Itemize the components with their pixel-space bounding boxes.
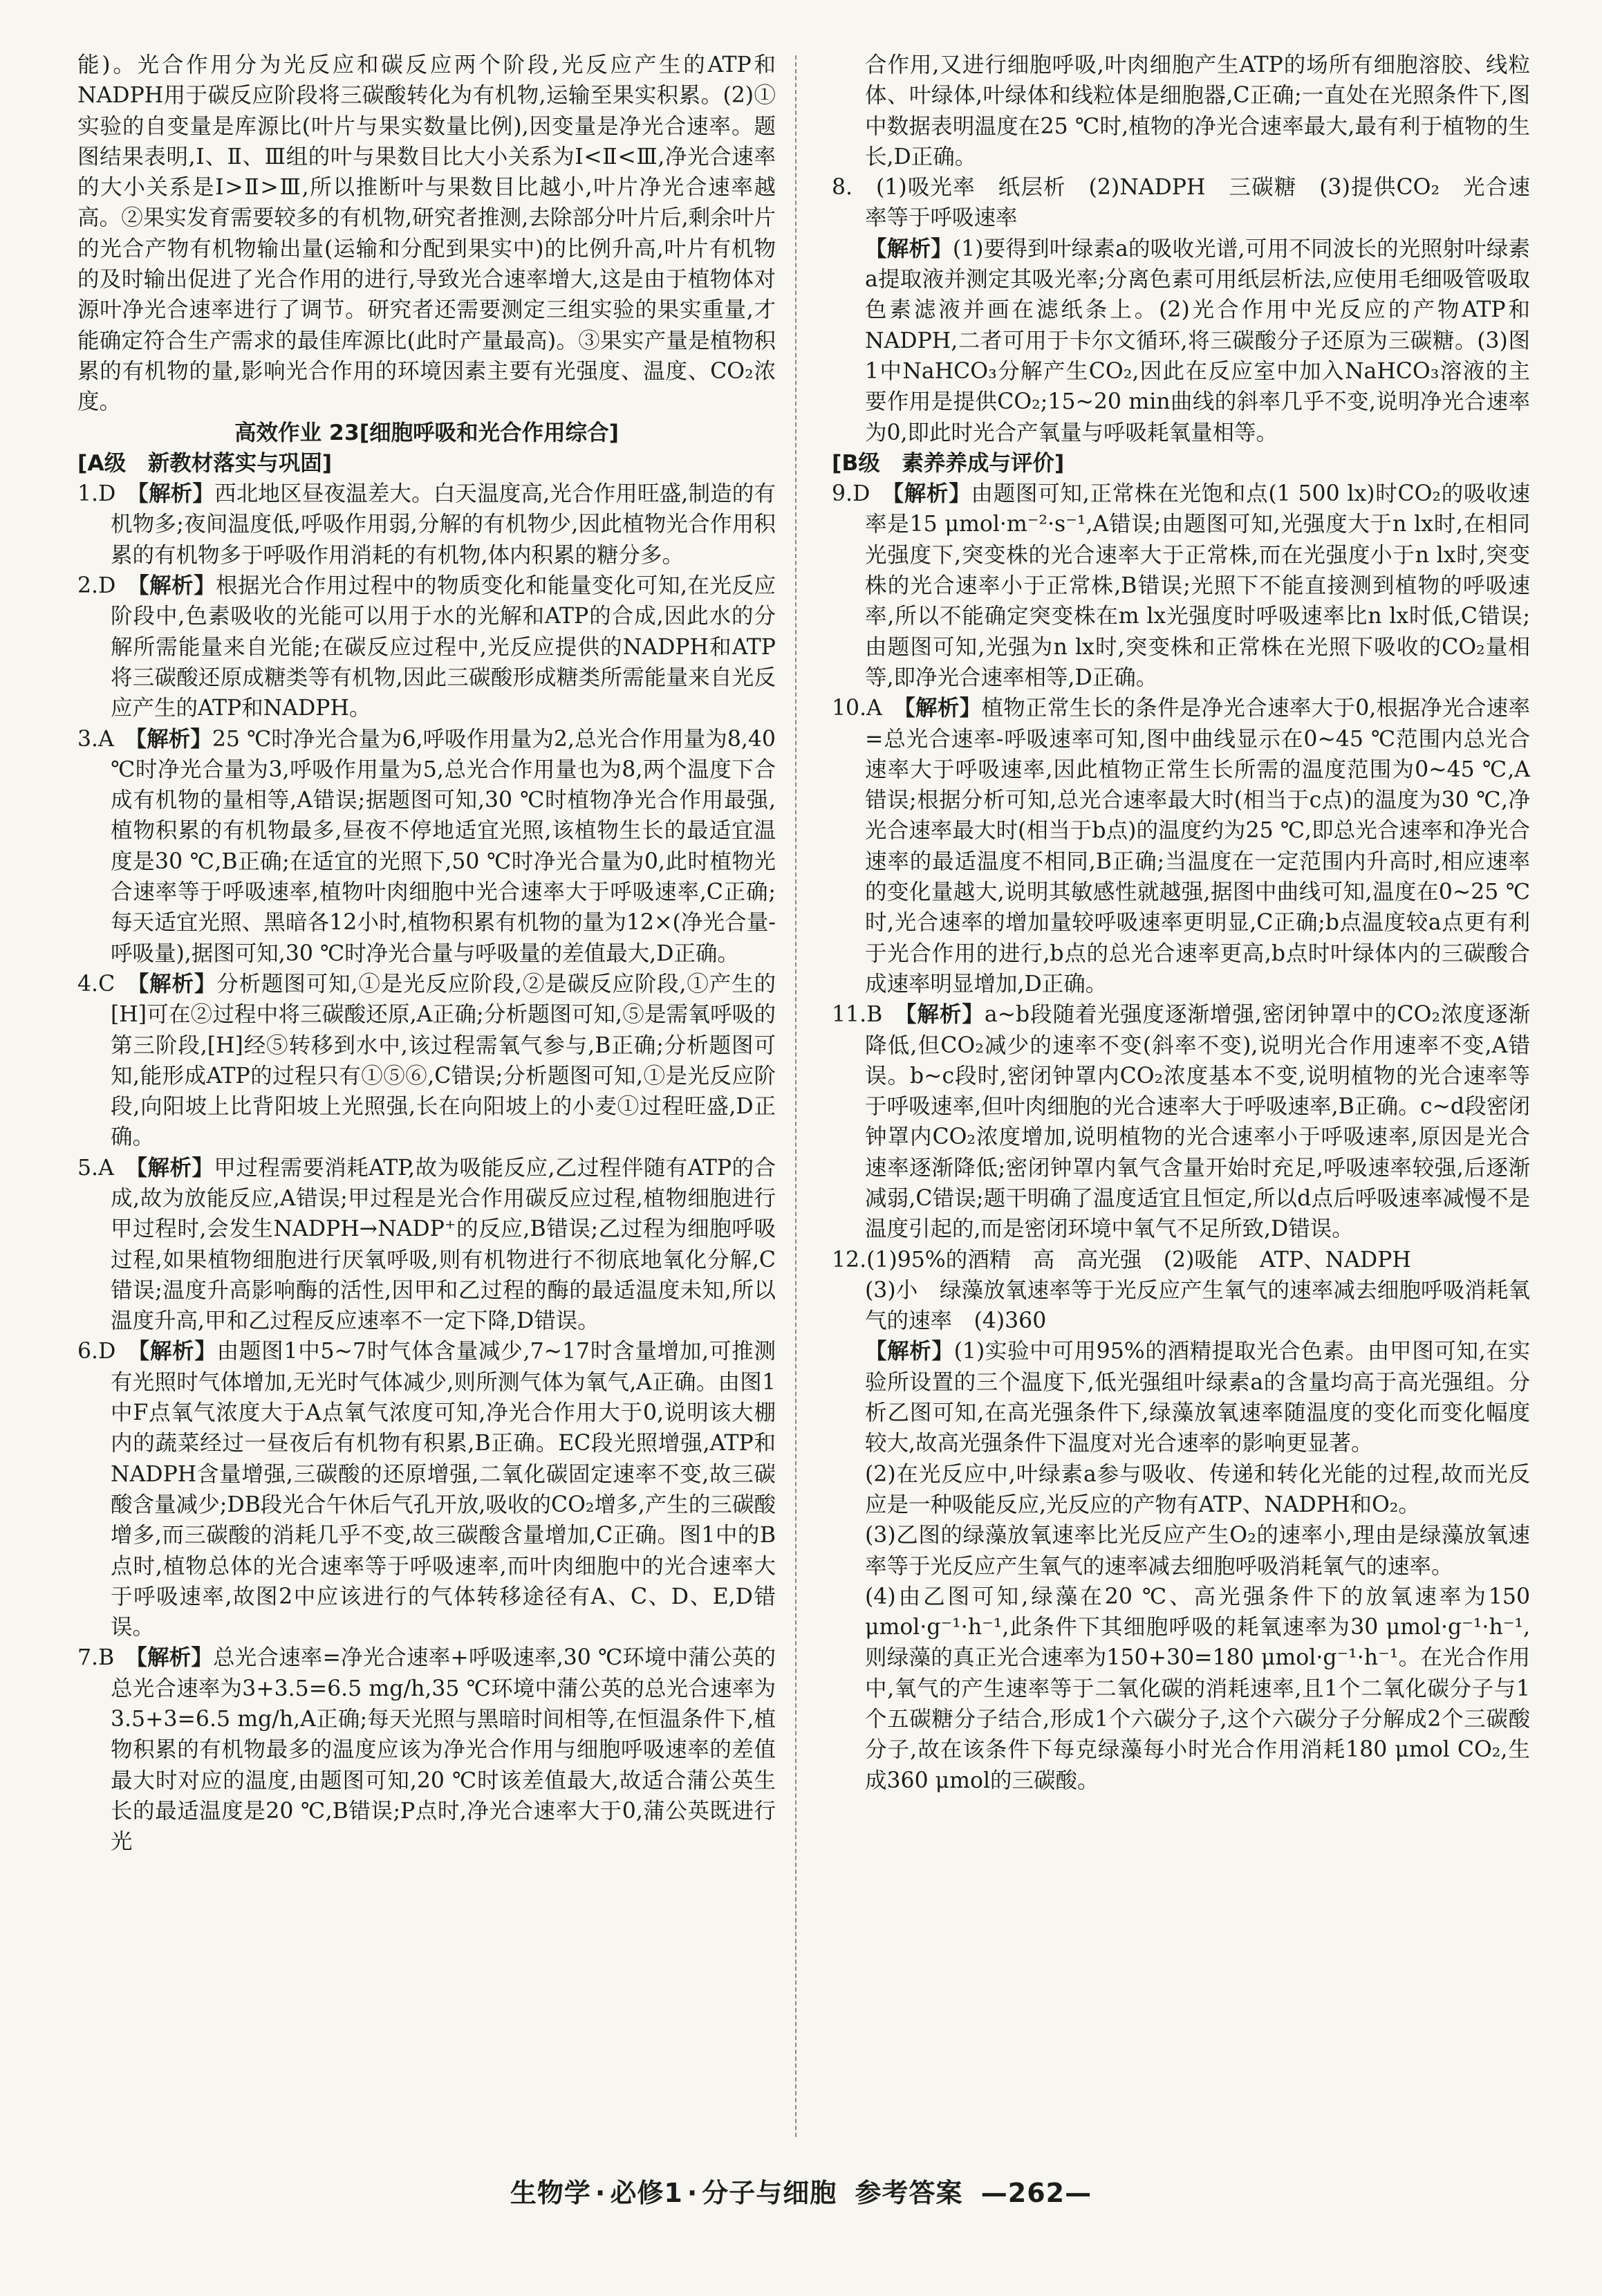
analysis-text: 分析题图可知,①是光反应阶段,②是碳反应阶段,①产生的[H]可在②过程中将三碳酸还原,A正确;分析题图可知,⑤是需氧呼吸的第三阶段,[H]经⑤转移到水中,该过程需氧气参与,B正确;分析题图可知,能形成ATP的过程只有①⑤⑥,C错误;分析题图可知,①是光反应阶段,向阳坡上比背阳坡上光照强,长在向阳坡上的小麦①过程旺盛,D正确。 [111,971,776,1150]
analysis-text: 西北地区昼夜温差大。白天温度高,光合作用旺盛,制造的有机物多;夜间温度低,呼吸作用弱,分解的有机物少,因此植物光合作用积累的有机物多于呼吸作用消耗的有机物,体内积累的糖分多。 [111,481,776,568]
analysis-text: 总光合速率=净光合速率+呼吸速率,30 ℃环境中蒲公英的总光合速率为3+3.5=6.5 mg/h,35 ℃环境中蒲公英的总光合速率为3.5+3=6.5 mg/h,A正确;每天光照与黑暗时间相等,在恒温条件下,植物积累的有机物最多的温度应该为净光合作用与细胞呼吸速率的差值最大时对应的温度,由题图可知,20 ℃时该差值最大,故适合蒲公英生长的最适温度是20 ℃,B错误;P点时,净光合速率大于0,蒲公英既进行光 [111,1645,776,1855]
item-answer: (1)95%的酒精 高 高光强 (2)吸能 ATP、NADPH [866,1247,1411,1272]
item-number: 10. [832,696,867,721]
item-number: 5. [77,1155,99,1181]
level-b-heading: [B级 素养养成与评价] [832,450,1065,476]
analysis-tag: 【解析】 [136,1645,214,1671]
analysis-tag: 【解析】 [138,573,216,599]
section-title: 高效作业 23[细胞呼吸和光合作用综合] [234,420,620,445]
item-number: 11. [832,1002,867,1028]
item-answer: D [853,481,870,507]
item-number: 9. [832,481,853,507]
footer-subject: 生物学 [510,2178,591,2208]
item-7-continued: 合作用,又进行细胞呼吸,叶肉细胞产生ATP的场所有细胞溶胶、线粒体、叶绿体,叶绿体和线粒体是细胞器,C正确;一直处在光照条件下,图中数据表明温度在25 ℃时,植物的净光合速率最大,最有利于植物的生长,D正确。 [865,53,1530,169]
answer-item-12-part2: (3)小 绿藻放氧速率等于光反应产生氧气的速率减去细胞呼吸消耗氧气的速率 (4)360 [865,1277,1530,1334]
footer-book: 必修1 [610,2178,683,2208]
item-answer: D [98,573,116,599]
item-answer: B [98,1645,115,1671]
footer-title: 分子与细胞 [702,2178,837,2208]
item-answer: B [866,1002,883,1028]
item-number: 12. [832,1247,867,1272]
analysis-text: 25 ℃时净光合量为6,呼吸作用量为2,总光合作用量为8,40 ℃时净光合量为3,呼吸作用量为5,总光合作用量也为8,两个温度下合成有机物的量相等,A错误;据题图可知,30 ℃时植物净光合作用最强,植物积累的有机物最多,昼夜不停地适宜光照,该植物生长的最适宜温度是30 ℃,B正确;在适宜的光照下,50 ℃时净光合量为0,此时植物光合速率等于呼吸速率,植物叶肉细胞中光合速率大于呼吸速率,C正确;每天适宜光照、黑暗各12小时,植物积累有机物的量为12×(净光合量-呼吸量),据图可知,30 ℃时净光合量与呼吸量的差值最大,D正确。 [111,726,776,966]
analysis-text: 由题图可知,正常株在光饱和点(1 500 lx)时CO₂的吸收速率是15 μmol·m⁻²·s⁻¹,A错误;由题图可知,光强度大于n lx时,在相同光强度下,突变株的光合速率大于正常株,而在光强度小于n lx时,突变株的光合速率小于正常株,B错误;光照下不能直接测到植物的呼吸速率,所以不能确定突变株在m lx光强度时呼吸速率比n lx时低,C错误;由题图可知,光强为n lx时,突变株和正常株在光照下吸收的CO₂量相等,即净光合速率相等,D正确。 [865,481,1530,690]
analysis-text: 甲过程需要消耗ATP,故为吸能反应,乙过程伴随有ATP的合成,故为放能反应,A错误;甲过程是光合作用碳反应过程,植物细胞进行甲过程时,会发生NADPH→NADP⁺的反应,B错误;乙过程为细胞呼吸过程,如果植物细胞进行厌氧呼吸,则有机物进行不彻底地氧化分解,C错误;温度升高影响酶的活性,因甲和乙过程的酶的最适温度未知,所以温度升高,甲和乙过程反应速率不一定下降,D错误。 [111,1155,776,1334]
answer-item-9 [832,479,1530,693]
answer-item-10 [832,693,1530,999]
answer-item-12-analysis-1 [832,1336,1530,1459]
analysis-tag: 【解析】 [138,481,215,507]
analysis-tag: 【解析】 [865,236,953,261]
analysis-tag: 【解析】 [138,971,217,997]
analysis-tag: 【解析】 [138,1339,217,1364]
continued-answer-text: 能)。光合作用分为光反应和碳反应两个阶段,光反应产生的ATP和NADPH用于碳反应阶段将三碳酸转化为有机物,运输至果实积累。(2)①实验的自变量是库源比(叶片与果实数量比例),因变量是净光合速率。题图结果表明,Ⅰ、Ⅱ、Ⅲ组的叶与果数目比大小关系为Ⅰ<Ⅱ<Ⅲ,净光合速率的大小关系是Ⅰ>Ⅱ>Ⅲ,所以推断叶与果数目比越小,叶片净光合速率越高。②果实发育需要较多的有机物,研究者推测,去除部分叶片后,剩余叶片的光合产物有机物输出量(运输和分配到果实中)的比例升高,叶片有机物的及时输出促进了光合作用的进行,导致光合速率增大,这是由于植物体对源叶净光合速率进行了调节。研究者还需要测定三组实验的果实重量,才能确定符合生产需求的最佳库源比(此时产量最高)。③果实产量是植物积累的有机物的量,影响光合作用的环境因素主要有光强度、温度、CO₂浓度。 [77,53,776,415]
answer-item-3 [77,724,776,969]
answer-item-12-analysis-3: (3)乙图的绿藻放氧速率比光反应产生O₂的速率小,理由是绿藻放氧速率等于光反应产生氧气的速率减去细胞呼吸消耗氧气的速率。 [865,1523,1530,1579]
item-answer: D [98,481,116,507]
answer-item-1 [77,479,776,571]
page-number: —262— [980,2178,1092,2208]
item-answer: A [866,696,882,721]
item-number: 1. [77,481,99,507]
left-column [77,50,776,1858]
item-number: 7. [77,1645,99,1671]
answer-item-5 [77,1153,776,1337]
analysis-tag: 【解析】 [905,1002,985,1028]
answer-item-6 [77,1336,776,1642]
answer-item-8-analysis [832,234,1530,448]
page-footer: 生物学 · 必修1 · 分子与细胞 参考答案 —262— [510,2178,1092,2208]
level-a-heading: [A级 新教材落实与巩固] [77,450,333,476]
item-number: 3. [77,726,99,752]
analysis-tag: 【解析】 [136,1155,214,1181]
item-number: 4. [77,971,99,997]
analysis-text: a~b段随着光强度逐渐增强,密闭钟罩中的CO₂浓度逐渐降低,但CO₂减少的速率不变(斜率不变),说明光合作用速率不变,A错误。b~c段时,密闭钟罩内CO₂浓度基本不变,说明植物的光合速率等于呼吸速率,但叶肉细胞的光合速率大于呼吸速率,B正确。c~d段密闭钟罩内CO₂浓度增加,说明植物的光合速率小于呼吸速率,原因是光合速率逐渐降低;密闭钟罩内氧气含量开始时充足,呼吸速率较强,后逐渐减弱,C错误;题干明确了温度适宜且恒定,所以d点后呼吸速率减慢不是温度引起的,而是密闭环境中氧气不足所致,D错误。 [865,1002,1530,1242]
item-answer: A [98,1155,114,1181]
answer-item-12-analysis-2: (2)在光反应中,叶绿素a参与吸收、传递和转化光能的过程,故而光反应是一种吸能反应,光反应的产物有ATP、NADPH和O₂。 [865,1461,1530,1517]
item-number: 2. [77,573,99,599]
analysis-text: 由题图1中5~7时气体含量减少,7~17时含量增加,可推测有光照时气体增加,无光时气体减少,则所测气体为氧气,A正确。由图1中F点氧气浓度大于A点氧气浓度可知,净光合作用大于0,说明该大棚内的蔬菜经过一昼夜后有机物有积累,B正确。EC段光照增强,ATP和NADPH含量增强,三碳酸的还原增强,二氧化碳固定速率不变,故三碳酸含量减少;DB段光合午休后气孔开放,吸收的CO₂增多,产生的三碳酸增多,而三碳酸的消耗几乎不变,故三碳酸含量增加,C正确。图1中的B点时,植物总体的光合速率等于呼吸速率,而叶肉细胞中的光合速率大于呼吸速率,故图2中应该进行的气体转移途径有A、C、D、E,D错误。 [111,1339,776,1640]
analysis-text: 根据光合作用过程中的物质变化和能量变化可知,在光反应阶段中,色素吸收的光能可以用于水的光解和ATP的合成,因此水的分解所需能量来自光能;在碳反应过程中,光反应提供的NADPH和ATP将三碳酸还原成糖类等有机物,因此三碳酸形成糖类所需能量来自光反应产生的ATP和NADPH。 [111,573,776,721]
answer-item-4 [77,969,776,1153]
answer-item-2 [77,571,776,723]
item-answer: A [98,726,114,752]
column-divider [795,55,797,2137]
answer-item-8: 8. (1)吸光率 纸层析 (2)NADPH 三碳糖 (3)提供CO₂ 光合速率等于呼吸速率 [832,175,1530,231]
answer-item-12 [832,1245,1530,1275]
item-answer: D [98,1339,116,1364]
item-number: 6. [77,1339,99,1364]
analysis-tag: 【解析】 [893,481,971,507]
analysis-text: (1)实验中可用95%的酒精提取光合色素。由甲图可知,在实验所设置的三个温度下,低光强组叶绿素a的含量均高于高光强组。分析乙图可知,在高光强条件下,绿藻放氧速率随温度的变化而变化幅度较大,故高光强条件下温度对光合速率的影响更显著。 [865,1339,1530,1456]
answer-item-7 [77,1642,776,1857]
right-column [832,50,1530,1796]
analysis-tag: 【解析】 [904,696,982,721]
analysis-text: 植物正常生长的条件是净光合速率大于0,根据净光合速率=总光合速率-呼吸速率可知,图中曲线显示在0~45 ℃范围内总光合速率大于呼吸速率,因此植物正常生长所需的温度范围为0~45 ℃,A错误;根据分析可知,总光合速率最大时(相当于c点)的温度为30 ℃,净光合速率最大时(相当于b点)的温度约为25 ℃,即总光合速率和净光合速率的最适温度不相同,B正确;当温度在一定范围内升高时,相应速率的变化量越大,说明其敏感性就越强,据图中曲线可知,温度在0~25 ℃时,光合速率的增加量较呼吸速率更明显,C正确;b点温度较a点更有利于光合作用的进行,b点的总光合速率更高,b点时叶绿体内的三碳酸合成速率明显增加,D正确。 [865,696,1530,997]
answer-item-11 [832,999,1530,1244]
analysis-tag: 【解析】 [865,1339,954,1364]
analysis-text: (1)要得到叶绿素a的吸收光谱,可用不同波长的光照射叶绿素a提取液并测定其吸光率;分离色素可用纸层析法,应使用毛细吸管吸取色素滤液并画在滤纸条上。(2)光合作用中光反应的产物ATP和NADPH,二者可用于卡尔文循环,将三碳酸分子还原为三碳糖。(3)图1中NaHCO₃分解产生CO₂,因此在反应室中加入NaHCO₃溶液的主要作用是提供CO₂;15~20 min曲线的斜率几乎不变,说明净光合速率为0,即此时光合产氧量与呼吸耗氧量相等。 [865,236,1530,445]
item-answer: (1)吸光率 纸层析 (2)NADPH 三碳糖 (3)提供CO₂ 光合速率等于呼吸速率 [865,175,1530,231]
analysis-tag: 【解析】 [136,726,212,752]
footer-label: 参考答案 [855,2178,963,2208]
answer-item-12-analysis-4: (4)由乙图可知,绿藻在20 ℃、高光强条件下的放氧速率为150 μmol·g⁻¹·h⁻¹,此条件下其细胞呼吸的耗氧速率为30 μmol·g⁻¹·h⁻¹,则绿藻的真正光合速率为150+30=180 μmol·g⁻¹·h⁻¹。在光合作用中,氧气的产生速率等于二氧化碳的消耗速率,且1个二氧化碳分子与1个五碳糖分子结合,形成1个六碳分子,这个六碳分子分解成2个三碳酸分子,故在该条件下每克绿藻每小时光合作用消耗180 μmol CO₂,生成360 μmol的三碳酸。 [865,1584,1530,1793]
item-answer: C [98,971,115,997]
